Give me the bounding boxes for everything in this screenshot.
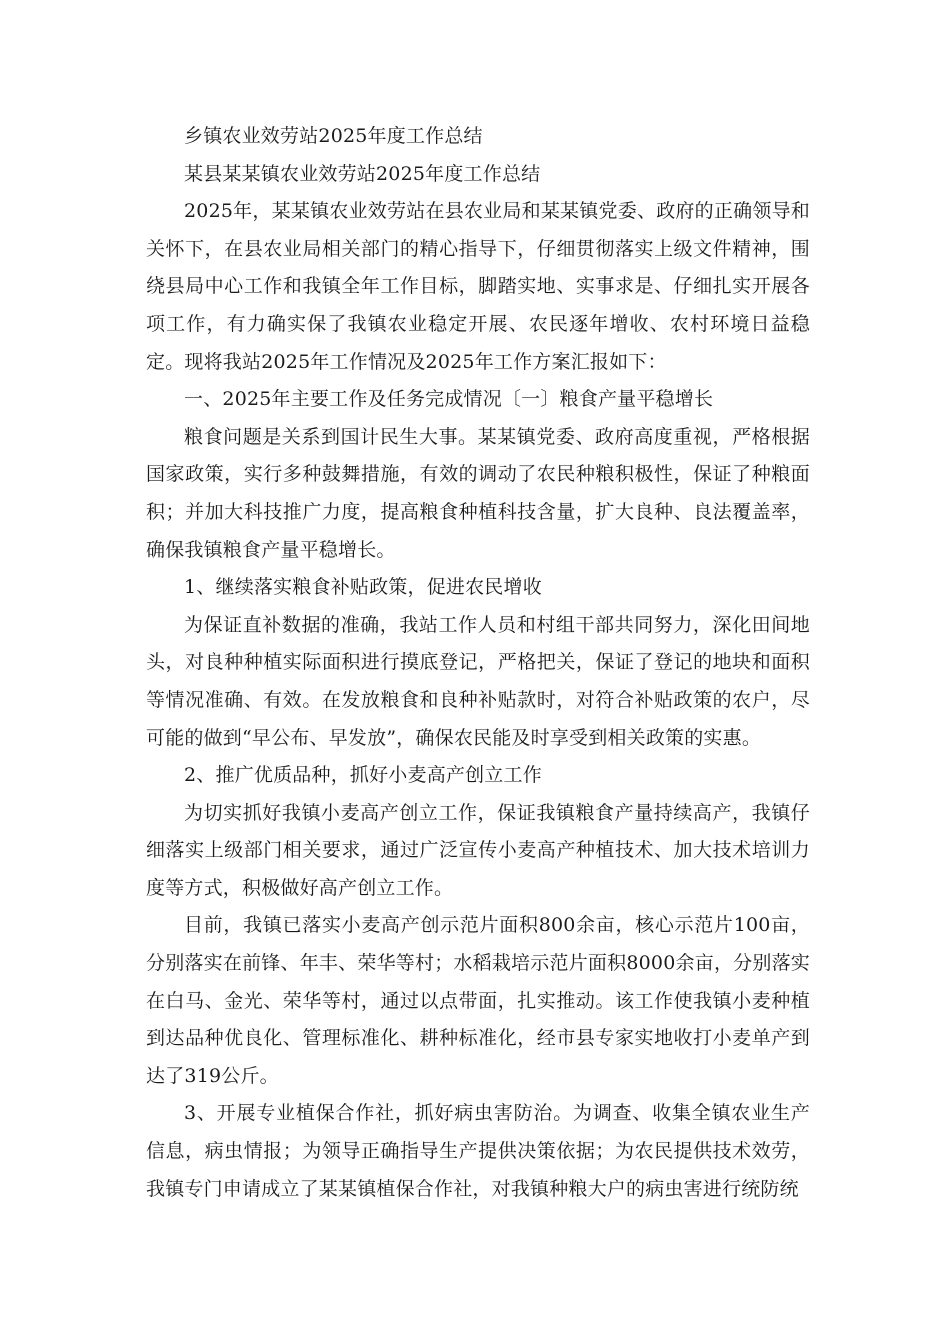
subheading-wheat: 2、推广优质品种，抓好小麦高产创立工作 [184, 764, 542, 787]
paragraph-demonstration: 目前，我镇已落实小麦高产创示范片面积800余亩，核心示范片100亩，分别落实在前锋、年丰、荣华等村；水稻栽培示范片面积8000余亩，分别落实在白马、金光、荣华等村，通过以点带面，扎实推动。该工作使我镇小麦种植到达品种优良化、管理标准化、耕种标准化，经市县专家实地收打小麦单产到达了319公斤。 [146, 914, 810, 1087]
document-subtitle: 某县某某镇农业效劳站2025年度工作总结 [184, 162, 541, 185]
document-title: 乡镇农业效劳站2025年度工作总结 [184, 125, 483, 147]
document-body [146, 118, 810, 1208]
paragraph-subsidy: 为保证直补数据的准确，我站工作人员和村组干部共同努力，深化田间地头，对良种种植实际面积进行摸底登记，严格把关，保证了登记的地块和面积等情况准确、有效。在发放粮食和良种补贴款时，对符合补贴政策的农户，尽可能的做到“早公布、早发放”，确保农民能及时享受到相关政策的实惠。 [146, 613, 810, 749]
paragraph-intro: 2025年，某某镇农业效劳站在县农业局和某某镇党委、政府的正确领导和关怀下，在县农业局相关部门的精心指导下，仔细贯彻落实上级文件精神，围绕县局中心工作和我镇全年工作目标，脚踏实地、实事求是、仔细扎实开展各项工作，有力确实保了我镇农业稳定开展、农民逐年增收、农村环境日益稳定。现将我站2025年工作情况及2025年工作方案汇报如下： [146, 200, 810, 373]
paragraph-plant-protection: 3、开展专业植保合作社，抓好病虫害防治。为调查、收集全镇农业生产信息，病虫情报；为领导正确指导生产提供决策依据；为农民提供技术效劳，我镇专门申请成立了某某镇植保合作社，对我镇种粮大户的病虫害进行统防统 [146, 1102, 810, 1200]
section-heading-1: 一、2025年主要工作及任务完成情况〔一〕粮食产量平稳增长 [184, 388, 714, 411]
paragraph-grain: 粮食问题是关系到国计民生大事。某某镇党委、政府高度重视，严格根据国家政策，实行多种鼓舞措施，有效的调动了农民种粮积极性，保证了种粮面积；并加大科技推广力度，提高粮食种植科技含量，扩大良种、良法覆盖率，确保我镇粮食产量平稳增长。 [146, 425, 810, 561]
paragraph-wheat: 为切实抓好我镇小麦高产创立工作，保证我镇粮食产量持续高产，我镇仔细落实上级部门相关要求，通过广泛宣传小麦高产种植技术、加大技术培训力度等方式，积极做好高产创立工作。 [146, 801, 810, 899]
subheading-subsidy: 1、继续落实粮食补贴政策，促进农民增收 [184, 576, 542, 599]
